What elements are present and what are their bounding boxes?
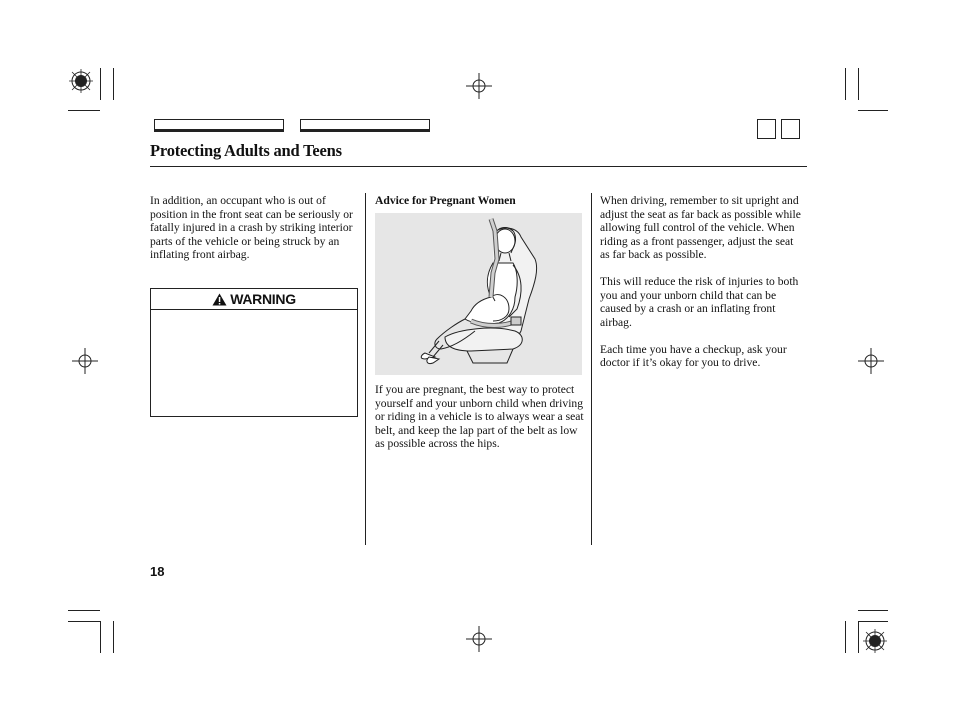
page-number: 18 [150,564,165,579]
nav-square-2[interactable] [781,119,800,139]
body-paragraph: When driving, remember to sit upright and adjust the seat as far back as possible while allowing full control of the vehicle. When riding as a front passenger, adjust the seat as far back as possible. [600,194,801,261]
crosshair-icon [466,626,492,652]
warning-label: WARNING [230,291,296,307]
crosshair-icon [466,73,492,99]
warning-header [151,289,357,310]
nav-tab-2[interactable] [300,119,430,132]
body-paragraph: If you are pregnant, the best way to protect yourself and your unborn child when driving or riding in a vehicle is to always wear a seat belt, and keep the lap part of the belt as low as possible across the hips. [375,383,584,450]
right-column [600,194,805,383]
pregnant-woman-seatbelt-illustration [375,213,582,375]
nav-square-1[interactable] [757,119,776,139]
crosshair-icon [858,348,884,374]
title-rule [150,166,807,167]
nav-tab-1[interactable] [154,119,284,132]
body-paragraph: This will reduce the risk of injuries to both you and your unborn child that can be caused by a crash or an inflating front airbag. [600,275,799,329]
column-divider [365,193,366,545]
body-paragraph: In addition, an occupant who is out of position in the front seat can be seriously or fatally injured in a crash by striking interior parts of the vehicle or being struck by an inflating front airbag. [150,194,353,261]
registration-target-icon [862,628,888,654]
column-divider [591,193,592,545]
section-heading: Advice for Pregnant Women [375,194,516,207]
warning-triangle-icon [212,293,227,306]
left-column [150,194,360,275]
page-title: Protecting Adults and Teens [150,141,342,160]
registration-target-icon [68,68,94,94]
warning-box [150,288,358,417]
middle-column-body [375,383,585,464]
pregnant-woman-seatbelt-figure [375,213,582,375]
body-paragraph: Each time you have a checkup, ask your doctor if it’s okay for you to drive. [600,342,787,369]
crosshair-icon [72,348,98,374]
